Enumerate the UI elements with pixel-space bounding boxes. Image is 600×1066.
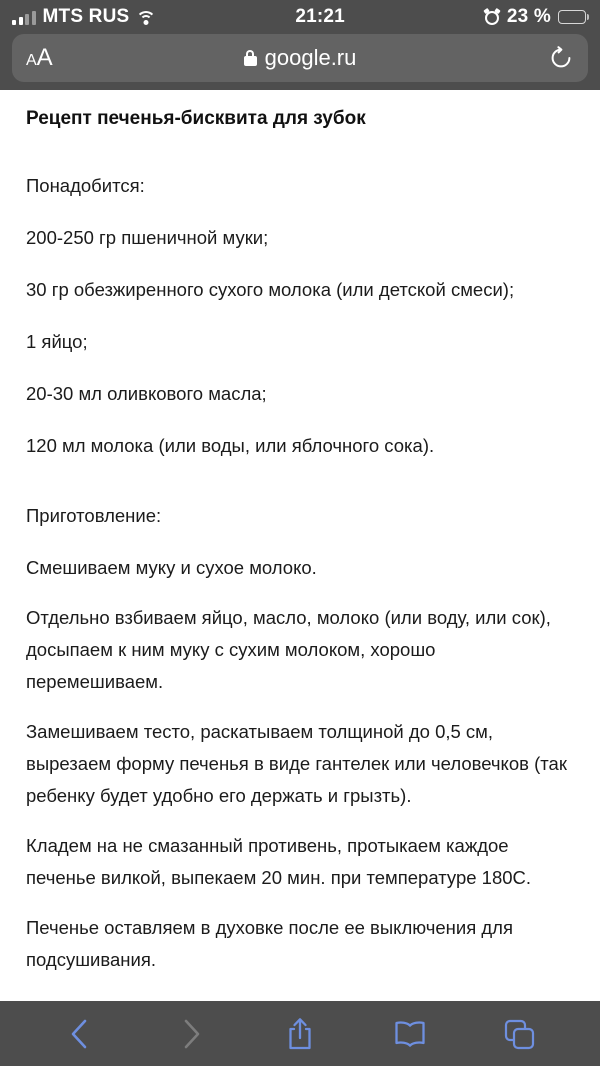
ingredient-item: 120 мл молока (или воды, или яблочного сока). <box>26 434 435 456</box>
wifi-icon <box>136 10 156 25</box>
tabs-icon <box>502 1017 536 1051</box>
page-title: Рецепт печенья-бисквита для зубок <box>26 108 366 129</box>
url-display <box>12 45 588 71</box>
battery-icon <box>558 10 586 24</box>
url-bar-container <box>0 34 600 82</box>
carrier-label: MTS RUS <box>42 6 130 27</box>
status-bar-left <box>12 6 156 28</box>
status-bar-right <box>484 6 586 28</box>
status-bar-center <box>156 6 483 28</box>
back-button[interactable] <box>26 1001 136 1066</box>
share-button[interactable] <box>245 1001 355 1066</box>
text-size-button[interactable] <box>26 44 53 72</box>
browser-toolbar <box>0 1001 600 1066</box>
share-icon <box>284 1015 316 1053</box>
preparation-step: Печенье оставляем в духовке после ее выключения для подсушивания. <box>26 916 513 970</box>
ingredient-item: 1 яйцо; <box>26 330 88 352</box>
clock-label: 21:21 <box>295 6 345 27</box>
web-page-content <box>0 90 600 1001</box>
preparation-step: Замешиваем тесто, раскатываем толщиной до 0,5 см, вырезаем форму печенья в виде гантелек или человечков (так ребенку будет удобно его держать и грызть). <box>26 720 567 806</box>
forward-button[interactable] <box>136 1001 246 1066</box>
preparation-heading: Приготовление: <box>26 504 162 526</box>
url-text: google.ru <box>264 45 357 70</box>
bookmarks-button[interactable] <box>355 1001 465 1066</box>
ingredients-heading: Понадобится: <box>26 174 145 196</box>
browser-chrome <box>0 0 600 90</box>
alarm-clock-icon <box>484 9 500 25</box>
status-bar <box>0 0 600 34</box>
lock-icon <box>244 50 257 66</box>
reload-icon[interactable] <box>548 45 574 71</box>
text-size-small-a: A <box>26 52 37 69</box>
battery-percent-label: 23 % <box>506 6 551 27</box>
ingredient-item: 30 гр обезжиренного сухого молока (или детской смеси); <box>26 278 515 300</box>
forward-chevron-icon <box>175 1017 205 1051</box>
ingredient-item: 200-250 гр пшеничной муки; <box>26 226 269 248</box>
preparation-step: Смешиваем муку и сухое молоко. <box>26 556 317 578</box>
bookmarks-book-icon <box>392 1018 428 1050</box>
cellular-signal-icon <box>12 10 36 25</box>
text-size-big-a: A <box>36 44 53 71</box>
tabs-button[interactable] <box>464 1001 574 1066</box>
preparation-step: Отдельно взбиваем яйцо, масло, молоко (или воду, или сок), досыпаем к ним муку с сухим молоком, хорошо перемешиваем. <box>26 606 551 692</box>
back-chevron-icon <box>66 1017 96 1051</box>
url-bar[interactable] <box>12 34 588 82</box>
ingredient-item: 20-30 мл оливкового масла; <box>26 382 267 404</box>
preparation-step: Кладем на не смазанный противень, протыкаем каждое печенье вилкой, выпекаем 20 мин. при температуре 180С. <box>26 834 532 888</box>
